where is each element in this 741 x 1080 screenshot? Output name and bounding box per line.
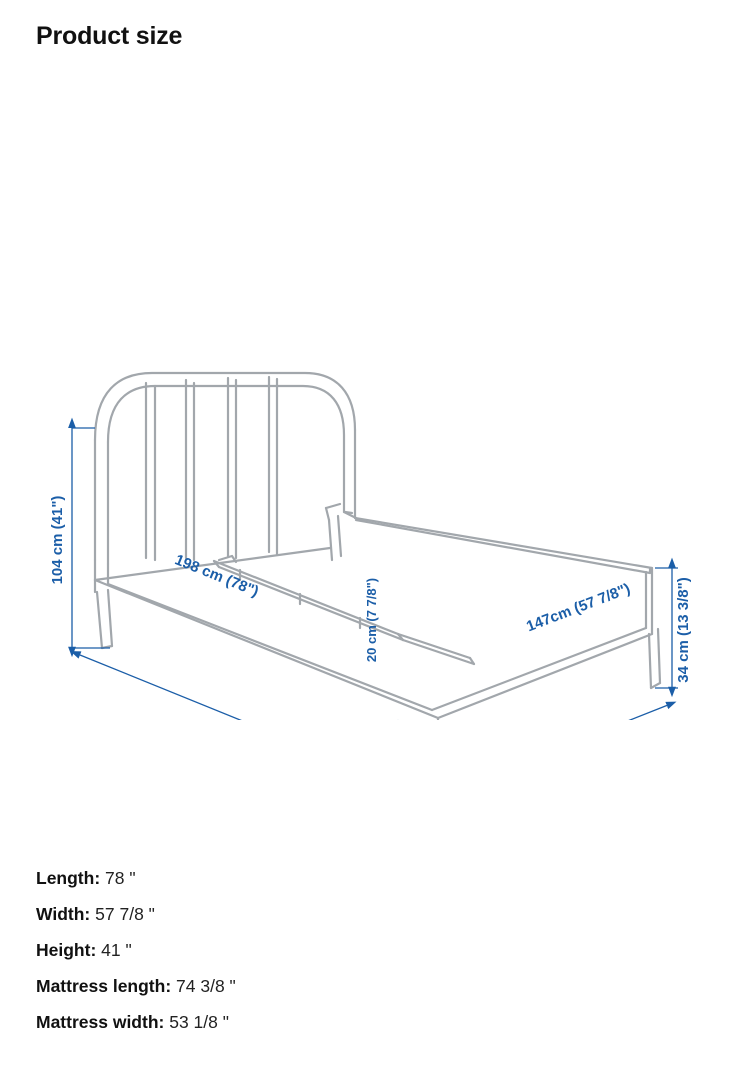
dimension-label-width: 147cm (57 7/8") xyxy=(524,580,633,636)
spec-row-mattress-length xyxy=(36,968,716,1004)
spec-value-mattress-width: 53 1/8 " xyxy=(169,1012,229,1032)
spec-value-mattress-length: 74 3/8 " xyxy=(176,976,236,996)
spec-label-mattress-width: Mattress width: xyxy=(36,1012,165,1032)
dimension-label-length: 198 cm (78") xyxy=(172,551,262,601)
spec-row-width xyxy=(36,896,716,932)
spec-label-width: Width: xyxy=(36,904,91,924)
spec-label-height: Height: xyxy=(36,940,97,960)
spec-value-length: 78 " xyxy=(105,868,136,888)
spec-row-mattress-width xyxy=(36,1004,716,1040)
dimension-label-height: 104 cm (41") xyxy=(49,495,66,585)
bed-frame-drawing xyxy=(95,373,660,720)
spec-row-length xyxy=(36,860,716,896)
spec-label-length: Length: xyxy=(36,868,101,888)
dimension-annotations xyxy=(72,428,678,720)
spec-value-width: 57 7/8 " xyxy=(95,904,155,924)
specification-list xyxy=(36,860,716,1040)
spec-row-height xyxy=(36,932,716,968)
page-title: Product size xyxy=(36,22,183,50)
dimension-label-clearance: 20 cm (7 7/8") xyxy=(364,577,379,663)
product-size-diagram xyxy=(0,140,741,720)
spec-value-height: 41 " xyxy=(101,940,132,960)
dimension-label-side-rail-height: 34 cm (13 3/8") xyxy=(675,577,692,683)
spec-label-mattress-length: Mattress length: xyxy=(36,976,172,996)
